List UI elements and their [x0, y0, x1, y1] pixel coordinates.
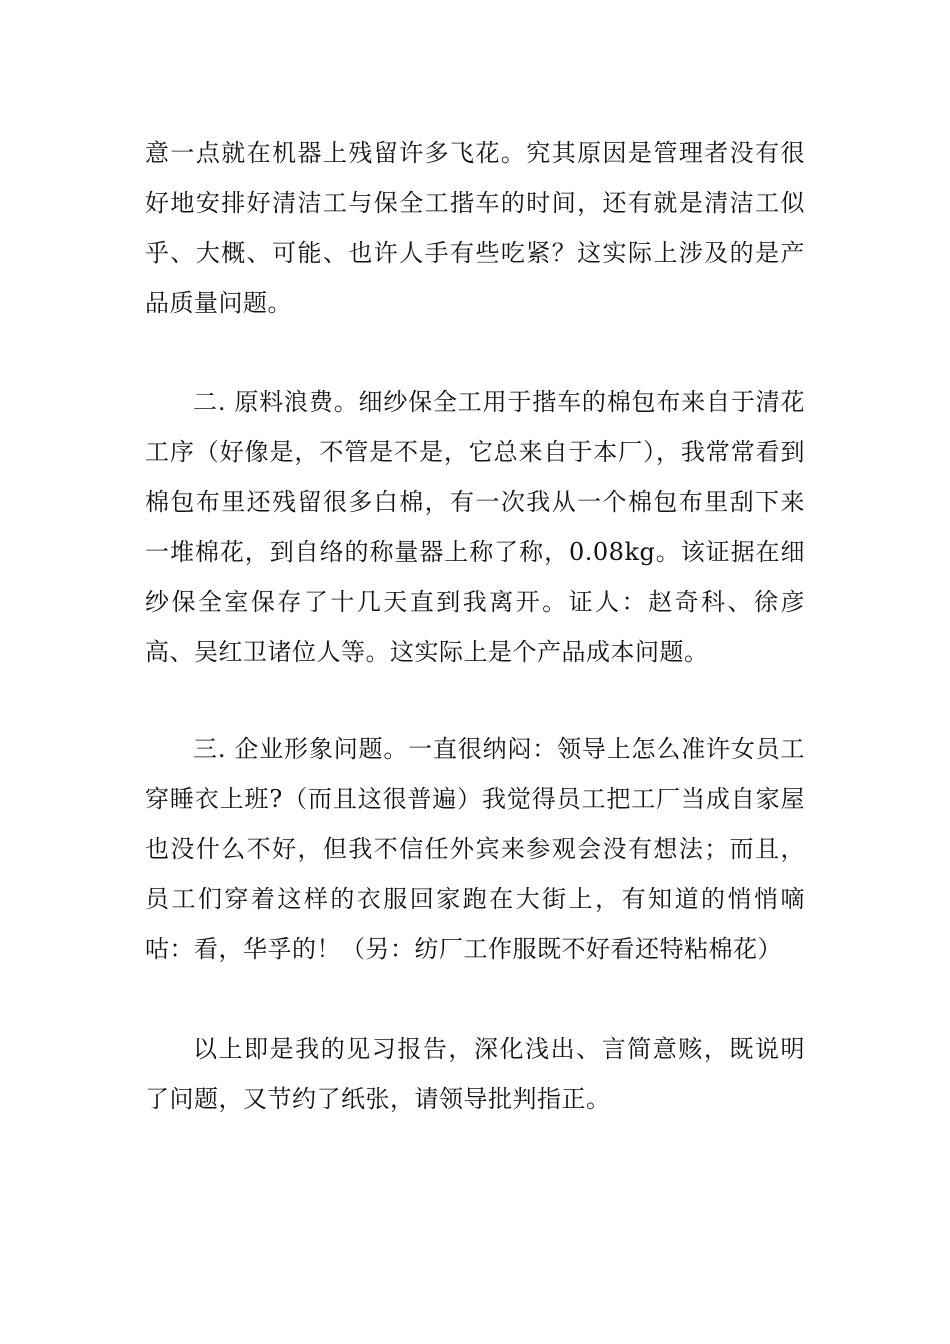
paragraph-raw-material-waste: 二. 原料浪费。细纱保全工用于揩车的棉包布来自于清花工序（好像是，不管是不是，它总来自于本厂），我常常看到棉包布里还残留很多白棉，有一次我从一个棉包布里刮下来一堆棉花，到自络的称量器上称了称，0.08kg。该证据在细纱保全室保存了十几天直到我离开。证人：赵奇科、徐彦高、吴红卫诸位人等。这实际上是个产品成本问题。 — [145, 388, 805, 666]
paragraph-continuation: 意一点就在机器上残留许多飞花。究其原因是管理者没有很好地安排好清洁工与保全工揩车的时间，还有就是清洁工似乎、大概、可能、也许人手有些吃紧？这实际上涉及的是产品质量问题。 — [145, 139, 805, 317]
paragraph-conclusion: 以上即是我的见习报告，深化浅出、言简意赅，既说明了问题，又节约了纸张，请领导批判指正。 — [145, 1035, 805, 1113]
paragraph-corporate-image: 三. 企业形象问题。一直很纳闷：领导上怎么准许女员工穿睡衣上班?（而且这很普遍）我觉得员工把工厂当成自家屋也没什么不好，但我不信任外宾来参观会没有想法；而且，员工们穿着这样的衣服回家跑在大街上，有知道的悄悄嘀咕：看，华孚的！（另：纺厂工作服既不好看还特粘棉花） — [145, 735, 805, 963]
